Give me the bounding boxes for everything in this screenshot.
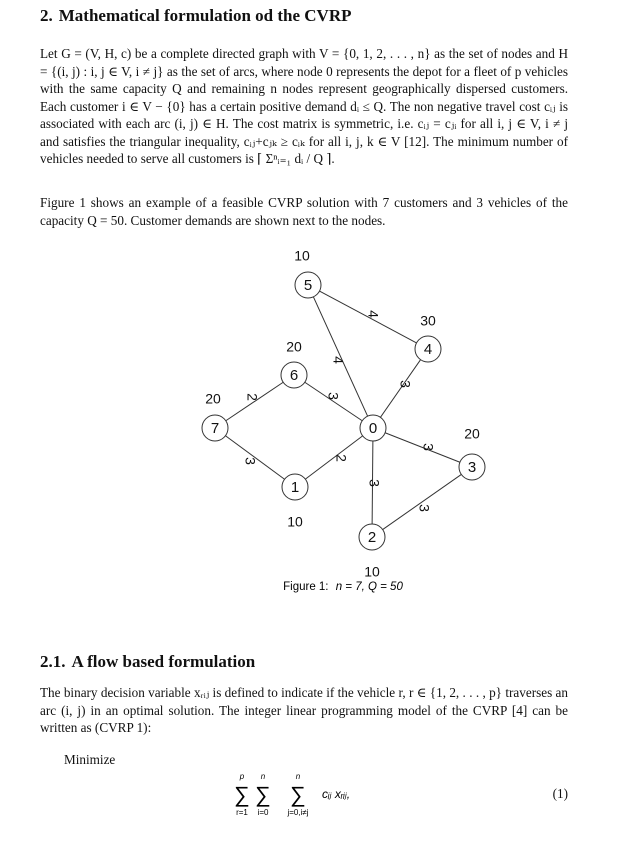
node-demand-2: 10 — [364, 563, 380, 580]
section-number: 2. — [40, 6, 53, 25]
figure-cvrp-graph — [150, 238, 490, 598]
minimize-label: Minimize — [64, 752, 116, 767]
edge-0-6 — [305, 382, 362, 421]
subsection-title: A flow based formulation — [71, 652, 256, 671]
node-demand-6: 20 — [286, 338, 302, 355]
sum2-upper: n — [260, 772, 266, 781]
paragraph-figure-intro: Figure 1 shows an example of a feasible CVRP solution with 7 customers and 3 vehicles of the capacity Q = 50. Customer demands are shown next to the nodes. — [40, 195, 568, 228]
edge-cost-1-0: 2 — [333, 454, 350, 462]
node-demand-3: 20 — [464, 425, 480, 442]
sum1-lower: r=1 — [236, 808, 248, 817]
edge-cost-0-5: 4 — [330, 356, 347, 364]
edge-4-0 — [380, 360, 420, 418]
section-heading — [40, 6, 352, 26]
edge-cost-5-4: 4 — [365, 310, 382, 318]
figure-caption-text: n = 7, Q = 50 — [335, 581, 403, 593]
node-label-7: 7 — [210, 419, 220, 437]
edge-cost-7-1: 3 — [242, 457, 259, 465]
figure-caption — [283, 581, 403, 593]
node-label-1: 1 — [290, 478, 300, 496]
edge-3-2 — [383, 474, 462, 529]
sum3-lower: j=0,i≠j — [287, 808, 309, 817]
equation-number: (1) — [552, 786, 568, 801]
node-label-3: 3 — [467, 458, 477, 476]
edge-cost-6-7: 2 — [244, 393, 261, 401]
sum2-sigma: ∑ — [255, 782, 271, 807]
node-demand-1: 10 — [287, 513, 303, 530]
objective-term: cᵢⱼ xᵣᵢⱼ, — [322, 787, 351, 801]
figure-caption-label: Figure 1: — [283, 581, 329, 593]
edge-6-7 — [226, 382, 283, 421]
node-label-6: 6 — [289, 366, 299, 384]
node-label-4: 4 — [423, 340, 433, 358]
paragraph-flow-formulation: The binary decision variable xᵣᵢⱼ is defined to indicate if the vehicle r, r ∈ {1, 2, . . . , p} traverses an arc (i, j) in an optimal solution. The integer linear programming model of the CVRP [4] can be written as (CVRP 1): — [40, 685, 568, 735]
sum2-lower: i=0 — [257, 808, 269, 817]
sum3-sigma: ∑ — [290, 782, 306, 807]
node-demand-7: 20 — [205, 390, 221, 407]
subsection-number: 2.1. — [40, 652, 66, 671]
edge-cost-0-3: 3 — [420, 443, 437, 451]
subsection-heading — [40, 652, 255, 672]
sum1-upper: p — [239, 772, 245, 781]
node-demand-4: 30 — [420, 312, 436, 329]
node-label-0: 0 — [368, 419, 378, 437]
section-title: Mathematical formulation od the CVRP — [58, 6, 352, 25]
edge-cost-2-0: 3 — [366, 479, 383, 487]
node-label-5: 5 — [303, 276, 313, 294]
edge-cost-3-2: 3 — [416, 504, 433, 512]
edge-cost-4-0: 3 — [397, 380, 414, 388]
paragraph-definitions: Let G = (V, H, c) be a complete directed graph with V = {0, 1, 2, . . . , n} as the set of nodes and H = {(i, j) : i, j ∈ V, i ≠ j} as the set of arcs, where node 0 represents the depot for a fleet of p vehicles with the same capacity Q and remaining n nodes represent geographically dispersed customers. Each customer i ∈ V − {0} has a certain positive demand dᵢ ≤ Q. The non negative travel cost cᵢⱼ is associated with each arc (i, j) ∈ H. The cost matrix is symmetric, i.e. cᵢⱼ = cⱼᵢ for all i, j ∈ V, i ≠ j and satisfies the triangular inequality, cᵢⱼ+cⱼₖ ≥ cᵢₖ for all i, j, k ∈ V [12]. The minimum number of vehicles needed to serve all customers is ⌈ Σⁿᵢ₌₁ dᵢ / Q ⌉. — [40, 46, 568, 166]
sum3-upper: n — [295, 772, 301, 781]
sum1-sigma: ∑ — [234, 782, 250, 807]
objective-equation — [230, 770, 410, 818]
graph-nodes — [202, 248, 485, 580]
node-demand-5: 10 — [294, 247, 310, 264]
edge-cost-0-6: 3 — [325, 392, 342, 400]
node-label-2: 2 — [367, 528, 377, 546]
